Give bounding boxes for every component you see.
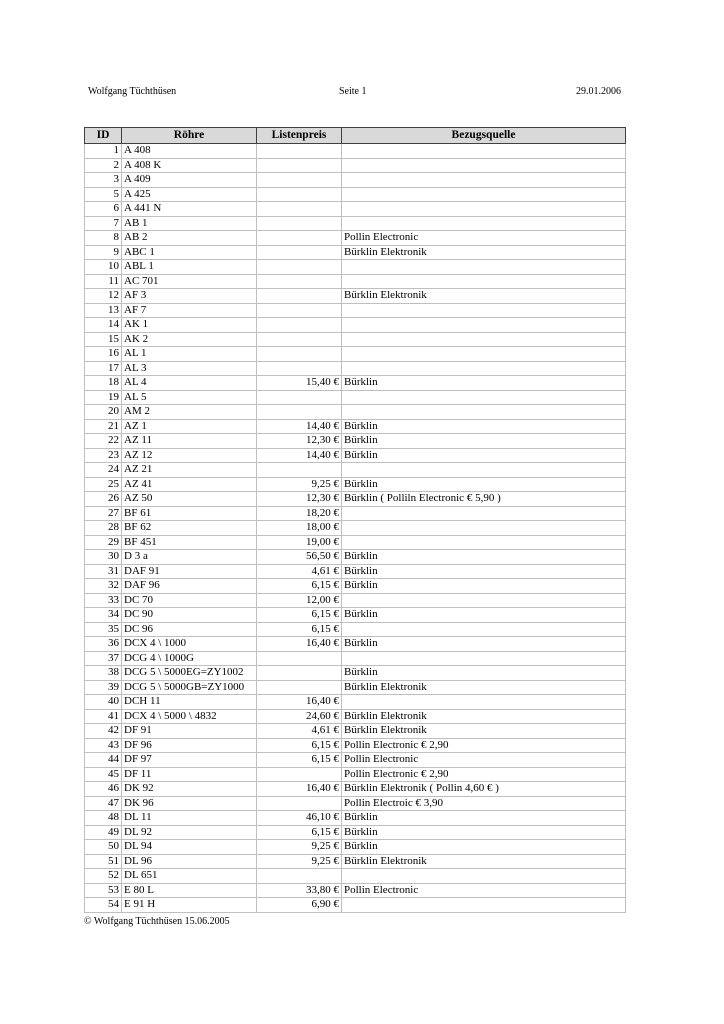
cell-list-price (257, 158, 342, 173)
cell-id: 47 (85, 796, 122, 811)
cell-source (342, 593, 626, 608)
cell-source (342, 390, 626, 405)
cell-tube: AM 2 (122, 405, 257, 420)
cell-source (342, 898, 626, 913)
cell-tube: DAF 96 (122, 579, 257, 594)
cell-source: Bürklin Elektronik (342, 709, 626, 724)
cell-list-price: 12,30 € (257, 492, 342, 507)
table-row (85, 593, 626, 608)
cell-source: Bürklin (342, 637, 626, 652)
cell-list-price: 16,40 € (257, 782, 342, 797)
cell-source (342, 274, 626, 289)
cell-list-price: 24,60 € (257, 709, 342, 724)
header-date: 29.01.2006 (576, 86, 621, 97)
cell-tube: A 441 N (122, 202, 257, 217)
cell-source: Bürklin Elektronik ( Pollin 4,60 € ) (342, 782, 626, 797)
table-row (85, 651, 626, 666)
cell-tube: BF 451 (122, 535, 257, 550)
cell-list-price (257, 216, 342, 231)
cell-id: 34 (85, 608, 122, 623)
table-row (85, 158, 626, 173)
cell-tube: AB 2 (122, 231, 257, 246)
cell-id: 25 (85, 477, 122, 492)
cell-id: 13 (85, 303, 122, 318)
table-row (85, 361, 626, 376)
table-row (85, 434, 626, 449)
table-row (85, 579, 626, 594)
cell-source: Pollin Electronic € 2,90 (342, 738, 626, 753)
cell-tube: DAF 91 (122, 564, 257, 579)
table-row (85, 419, 626, 434)
table-row (85, 608, 626, 623)
cell-tube: D 3 a (122, 550, 257, 565)
cell-source: Bürklin (342, 448, 626, 463)
table-row (85, 260, 626, 275)
cell-tube: E 91 H (122, 898, 257, 913)
cell-source: Bürklin (342, 564, 626, 579)
cell-tube: DL 11 (122, 811, 257, 826)
cell-list-price (257, 390, 342, 405)
cell-source: Bürklin (342, 550, 626, 565)
cell-list-price (257, 332, 342, 347)
cell-tube: AL 4 (122, 376, 257, 391)
cell-source: Bürklin Elektronik (342, 854, 626, 869)
cell-tube: AK 1 (122, 318, 257, 333)
cell-id: 24 (85, 463, 122, 478)
cell-source (342, 144, 626, 159)
cell-list-price: 56,50 € (257, 550, 342, 565)
table-row (85, 216, 626, 231)
cell-source (342, 506, 626, 521)
cell-source (342, 303, 626, 318)
cell-list-price (257, 303, 342, 318)
table-body (85, 144, 626, 913)
cell-source (342, 216, 626, 231)
cell-tube: AZ 12 (122, 448, 257, 463)
cell-list-price: 16,40 € (257, 695, 342, 710)
cell-list-price (257, 144, 342, 159)
tube-price-table (84, 127, 626, 913)
table-header-row (85, 128, 626, 144)
cell-tube: ABL 1 (122, 260, 257, 275)
cell-tube: ABC 1 (122, 245, 257, 260)
cell-tube: DCG 4 \ 1000G (122, 651, 257, 666)
table-row (85, 564, 626, 579)
cell-id: 33 (85, 593, 122, 608)
cell-source (342, 158, 626, 173)
cell-list-price: 6,15 € (257, 738, 342, 753)
table-row (85, 680, 626, 695)
cell-id: 46 (85, 782, 122, 797)
cell-list-price (257, 260, 342, 275)
cell-tube: E 80 L (122, 883, 257, 898)
cell-id: 36 (85, 637, 122, 652)
cell-source: Bürklin ( Polliln Electronic € 5,90 ) (342, 492, 626, 507)
cell-source: Bürklin (342, 666, 626, 681)
cell-tube: DF 11 (122, 767, 257, 782)
cell-id: 35 (85, 622, 122, 637)
cell-source: Bürklin (342, 376, 626, 391)
cell-source (342, 651, 626, 666)
table-row (85, 840, 626, 855)
cell-tube: DL 92 (122, 825, 257, 840)
cell-id: 20 (85, 405, 122, 420)
table-row (85, 622, 626, 637)
cell-id: 5 (85, 187, 122, 202)
cell-list-price: 9,25 € (257, 854, 342, 869)
footer-copyright: © Wolfgang Tüchthüsen 15.06.2005 (84, 916, 230, 927)
cell-source: Bürklin (342, 811, 626, 826)
cell-id: 17 (85, 361, 122, 376)
cell-id: 51 (85, 854, 122, 869)
cell-list-price: 6,15 € (257, 579, 342, 594)
table-row (85, 289, 626, 304)
table-row (85, 767, 626, 782)
cell-tube: AC 701 (122, 274, 257, 289)
cell-tube: DCX 4 \ 1000 (122, 637, 257, 652)
table-row (85, 477, 626, 492)
cell-source: Pollin Electroic € 3,90 (342, 796, 626, 811)
cell-id: 10 (85, 260, 122, 275)
cell-id: 15 (85, 332, 122, 347)
table-row (85, 376, 626, 391)
cell-list-price: 12,30 € (257, 434, 342, 449)
cell-source (342, 202, 626, 217)
cell-list-price: 18,20 € (257, 506, 342, 521)
column-header-id: ID (85, 128, 122, 144)
cell-tube: AF 7 (122, 303, 257, 318)
cell-source: Bürklin (342, 840, 626, 855)
cell-id: 1 (85, 144, 122, 159)
cell-source: Bürklin (342, 477, 626, 492)
cell-list-price: 6,15 € (257, 753, 342, 768)
cell-source: Pollin Electronic (342, 753, 626, 768)
cell-tube: A 425 (122, 187, 257, 202)
cell-list-price (257, 767, 342, 782)
table-row (85, 811, 626, 826)
table-row (85, 753, 626, 768)
cell-source: Bürklin Elektronik (342, 680, 626, 695)
cell-tube: AZ 41 (122, 477, 257, 492)
cell-id: 29 (85, 535, 122, 550)
cell-list-price: 12,00 € (257, 593, 342, 608)
cell-id: 44 (85, 753, 122, 768)
table-row (85, 274, 626, 289)
cell-tube: DF 91 (122, 724, 257, 739)
cell-source (342, 869, 626, 884)
table-row (85, 854, 626, 869)
table-row (85, 231, 626, 246)
table-row (85, 390, 626, 405)
cell-source: Bürklin (342, 825, 626, 840)
cell-list-price: 6,15 € (257, 622, 342, 637)
cell-id: 3 (85, 173, 122, 188)
column-header-list-price: Listenpreis (257, 128, 342, 144)
cell-list-price: 9,25 € (257, 840, 342, 855)
cell-tube: DCG 5 \ 5000GB=ZY1000 (122, 680, 257, 695)
cell-list-price: 19,00 € (257, 535, 342, 550)
table-row (85, 709, 626, 724)
cell-id: 32 (85, 579, 122, 594)
table-row (85, 666, 626, 681)
cell-list-price: 14,40 € (257, 448, 342, 463)
cell-id: 21 (85, 419, 122, 434)
cell-list-price (257, 274, 342, 289)
cell-tube: A 409 (122, 173, 257, 188)
cell-id: 54 (85, 898, 122, 913)
cell-id: 6 (85, 202, 122, 217)
cell-tube: AL 1 (122, 347, 257, 362)
table-row (85, 825, 626, 840)
cell-tube: DL 651 (122, 869, 257, 884)
cell-source (342, 695, 626, 710)
cell-id: 28 (85, 521, 122, 536)
cell-id: 7 (85, 216, 122, 231)
cell-source (342, 535, 626, 550)
cell-id: 19 (85, 390, 122, 405)
cell-id: 2 (85, 158, 122, 173)
table-row (85, 535, 626, 550)
cell-tube: AF 3 (122, 289, 257, 304)
cell-tube: AZ 21 (122, 463, 257, 478)
cell-list-price: 14,40 € (257, 419, 342, 434)
cell-id: 43 (85, 738, 122, 753)
cell-id: 41 (85, 709, 122, 724)
cell-list-price: 4,61 € (257, 564, 342, 579)
cell-tube: AZ 1 (122, 419, 257, 434)
table-row (85, 202, 626, 217)
cell-tube: DL 96 (122, 854, 257, 869)
cell-source (342, 361, 626, 376)
table-row (85, 738, 626, 753)
cell-list-price (257, 289, 342, 304)
table-row (85, 463, 626, 478)
cell-id: 11 (85, 274, 122, 289)
cell-source: Bürklin Elektronik (342, 724, 626, 739)
cell-list-price (257, 187, 342, 202)
cell-id: 18 (85, 376, 122, 391)
cell-id: 12 (85, 289, 122, 304)
cell-source (342, 318, 626, 333)
table-row (85, 144, 626, 159)
cell-source: Pollin Electronic (342, 231, 626, 246)
cell-list-price: 46,10 € (257, 811, 342, 826)
cell-id: 27 (85, 506, 122, 521)
cell-list-price (257, 173, 342, 188)
cell-id: 39 (85, 680, 122, 695)
cell-source: Bürklin (342, 434, 626, 449)
cell-id: 8 (85, 231, 122, 246)
cell-list-price (257, 361, 342, 376)
cell-list-price (257, 869, 342, 884)
cell-tube: A 408 (122, 144, 257, 159)
cell-tube: DC 70 (122, 593, 257, 608)
cell-list-price: 6,15 € (257, 825, 342, 840)
table-row (85, 303, 626, 318)
cell-id: 26 (85, 492, 122, 507)
cell-id: 14 (85, 318, 122, 333)
table-row (85, 245, 626, 260)
table-row (85, 637, 626, 652)
cell-list-price: 9,25 € (257, 477, 342, 492)
cell-list-price (257, 666, 342, 681)
cell-tube: DCX 4 \ 5000 \ 4832 (122, 709, 257, 724)
table-row (85, 347, 626, 362)
cell-source (342, 405, 626, 420)
table-row (85, 724, 626, 739)
cell-source (342, 347, 626, 362)
cell-tube: AZ 50 (122, 492, 257, 507)
cell-tube: DF 96 (122, 738, 257, 753)
cell-list-price (257, 347, 342, 362)
cell-id: 48 (85, 811, 122, 826)
cell-id: 53 (85, 883, 122, 898)
table-row (85, 506, 626, 521)
table-row (85, 492, 626, 507)
table-row (85, 695, 626, 710)
cell-list-price (257, 463, 342, 478)
cell-id: 50 (85, 840, 122, 855)
cell-list-price: 18,00 € (257, 521, 342, 536)
table-row (85, 318, 626, 333)
cell-tube: DL 94 (122, 840, 257, 855)
table-row (85, 448, 626, 463)
cell-source: Bürklin (342, 419, 626, 434)
cell-tube: BF 62 (122, 521, 257, 536)
cell-source (342, 260, 626, 275)
cell-list-price (257, 318, 342, 333)
cell-source: Pollin Electronic (342, 883, 626, 898)
cell-source: Bürklin Elektronik (342, 289, 626, 304)
header-page-number: Seite 1 (339, 86, 367, 97)
cell-source (342, 187, 626, 202)
cell-source (342, 622, 626, 637)
table-row (85, 869, 626, 884)
cell-tube: DK 96 (122, 796, 257, 811)
cell-source (342, 332, 626, 347)
cell-list-price: 6,90 € (257, 898, 342, 913)
cell-source (342, 173, 626, 188)
cell-tube: DK 92 (122, 782, 257, 797)
cell-source: Pollin Electronic € 2,90 (342, 767, 626, 782)
cell-tube: DCG 5 \ 5000EG=ZY1002 (122, 666, 257, 681)
cell-source: Bürklin (342, 608, 626, 623)
table-row (85, 883, 626, 898)
column-header-tube: Röhre (122, 128, 257, 144)
cell-id: 37 (85, 651, 122, 666)
cell-id: 23 (85, 448, 122, 463)
cell-source (342, 463, 626, 478)
cell-id: 42 (85, 724, 122, 739)
cell-tube: AL 5 (122, 390, 257, 405)
cell-list-price (257, 796, 342, 811)
table-row (85, 782, 626, 797)
cell-id: 16 (85, 347, 122, 362)
cell-tube: DC 96 (122, 622, 257, 637)
table-row (85, 898, 626, 913)
cell-tube: DCH 11 (122, 695, 257, 710)
cell-id: 49 (85, 825, 122, 840)
cell-tube: DF 97 (122, 753, 257, 768)
cell-list-price (257, 245, 342, 260)
cell-tube: A 408 K (122, 158, 257, 173)
cell-id: 9 (85, 245, 122, 260)
table-row (85, 173, 626, 188)
header-author: Wolfgang Tüchthüsen (88, 86, 177, 97)
cell-source: Bürklin Elektronik (342, 245, 626, 260)
cell-tube: BF 61 (122, 506, 257, 521)
table-row (85, 796, 626, 811)
cell-tube: DC 90 (122, 608, 257, 623)
cell-list-price (257, 680, 342, 695)
table-row (85, 550, 626, 565)
cell-tube: AZ 11 (122, 434, 257, 449)
cell-list-price (257, 651, 342, 666)
cell-list-price (257, 231, 342, 246)
cell-source: Bürklin (342, 579, 626, 594)
cell-id: 52 (85, 869, 122, 884)
cell-id: 22 (85, 434, 122, 449)
cell-tube: AB 1 (122, 216, 257, 231)
cell-list-price: 6,15 € (257, 608, 342, 623)
cell-tube: AL 3 (122, 361, 257, 376)
table-row (85, 332, 626, 347)
cell-id: 38 (85, 666, 122, 681)
cell-list-price (257, 405, 342, 420)
cell-tube: AK 2 (122, 332, 257, 347)
cell-id: 45 (85, 767, 122, 782)
table-row (85, 521, 626, 536)
column-header-source: Bezugsquelle (342, 128, 626, 144)
table-row (85, 187, 626, 202)
cell-id: 40 (85, 695, 122, 710)
cell-list-price (257, 202, 342, 217)
table-row (85, 405, 626, 420)
cell-id: 31 (85, 564, 122, 579)
cell-list-price: 16,40 € (257, 637, 342, 652)
cell-source (342, 521, 626, 536)
cell-list-price: 4,61 € (257, 724, 342, 739)
cell-list-price: 33,80 € (257, 883, 342, 898)
cell-list-price: 15,40 € (257, 376, 342, 391)
cell-id: 30 (85, 550, 122, 565)
